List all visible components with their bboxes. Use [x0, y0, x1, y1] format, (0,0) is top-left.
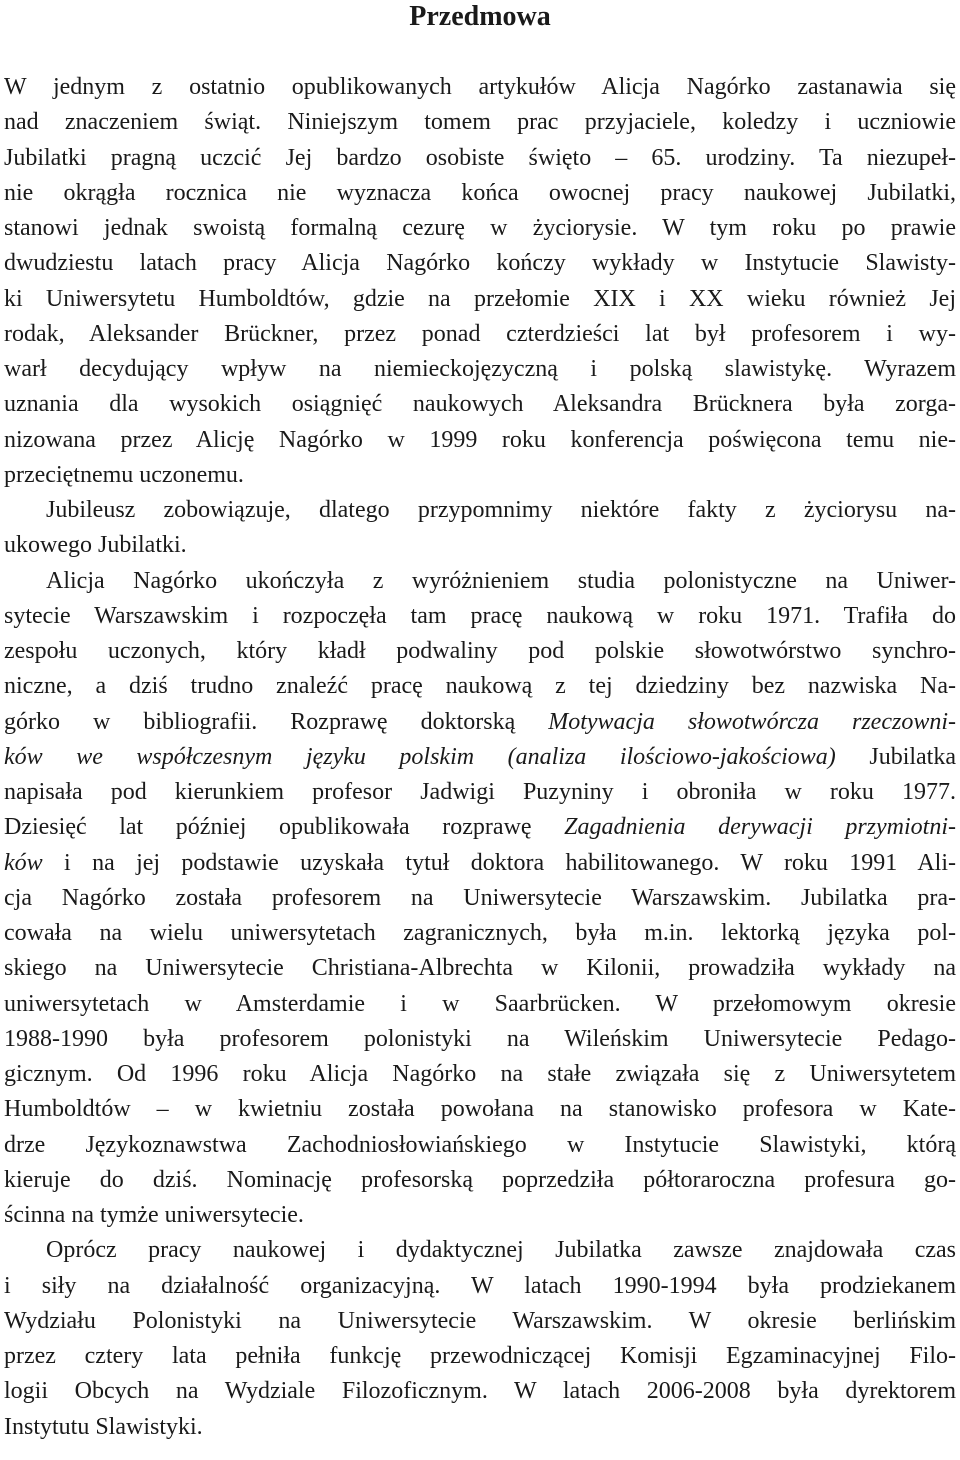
text-line: nad znaczeniem świąt. Niniejszym tomem prac przyjaciele, koledzy i uczniowie	[4, 109, 956, 135]
text-line: dwudziestu latach pracy Alicja Nagórko kończy wykłady w Instytucie Slawisty-	[4, 250, 956, 276]
text-line: Humboldtów – w kwietniu została powołana na stanowisko profesora w Kate-	[4, 1096, 956, 1122]
text-line: ukowego Jubilatki.	[4, 532, 187, 558]
text-line: stanowi jednak swoistą formalną cezurę w życiorysie. W tym roku po prawie	[4, 215, 956, 241]
text-line	[4, 703, 956, 741]
text-line: 1988-1990 była profesorem polonistyki na Wileńskim Uniwersytecie Pedago-	[4, 1026, 956, 1052]
text-line: gicznym. Od 1996 roku Alicja Nagórko na stałe związała się z Uniwersytetem	[4, 1061, 956, 1087]
text-line: nie okrągła rocznica nie wyznacza końca owocnej pracy naukowej Jubilatki,	[4, 180, 956, 206]
text-line: uznania dla wysokich osiągnięć naukowych Aleksandra Brücknera była zorga-	[4, 391, 956, 417]
text-line: i siły na działalność organizacyjną. W latach 1990-1994 była prodziekanem	[4, 1273, 956, 1299]
book-title-italic: Motywacja słowotwórcza rzeczowni-	[548, 709, 956, 735]
text-line: Jubilatki pragną uczcić Jej bardzo osobiste święto – 65. urodziny. Ta niezupeł-	[4, 145, 956, 171]
paragraph-first-line: Jubileusz zobowiązuje, dlatego przypomnimy niektóre fakty z życiorysu na-	[46, 497, 956, 523]
book-title-italic: ków we współczesnym języku polskim (analiza ilościowo-jakościowa)	[4, 744, 836, 770]
text-line: kieruje do dziś. Nominację profesorską poprzedziła półtoraroczna profesura go-	[4, 1167, 956, 1193]
text-line: logii Obcych na Wydziale Filozoficznym. W latach 2006-2008 była dyrektorem	[4, 1378, 956, 1404]
text-line: uniwersytetach w Amsterdamie i w Saarbrücken. W przełomowym okresie	[4, 991, 956, 1017]
text-line: Instytutu Slawistyki.	[4, 1414, 203, 1440]
text-run: i na jej podstawie uzyskała tytuł doktora habilitowanego. W roku 1991 Ali-	[42, 850, 956, 876]
text-line: skiego na Uniwersytecie Christiana-Albrechta w Kilonii, prowadziła wykłady na	[4, 955, 956, 981]
text-line: przez cztery lata pełniła funkcję przewodniczącej Komisji Egzaminacyjnej Filo-	[4, 1343, 956, 1369]
text-line: ki Uniwersytetu Humboldtów, gdzie na przełomie XIX i XX wieku również Jej	[4, 286, 956, 312]
text-run: górko w bibliografii. Rozprawę doktorską	[4, 709, 549, 735]
text-line: rodak, Aleksander Brückner, przez ponad czterdzieści lat był profesorem i wy-	[4, 321, 956, 347]
text-run: Dziesięć lat później opublikowała rozprawę	[4, 814, 565, 840]
text-run: Jubilatka	[835, 744, 956, 770]
text-line: W jednym z ostatnio opublikowanych artykułów Alicja Nagórko zastanawia się	[4, 74, 956, 100]
text-line: cja Nagórko została profesorem na Uniwersytecie Warszawskim. Jubilatka pra-	[4, 885, 956, 911]
text-line: sytecie Warszawskim i rozpoczęła tam pracę naukową w roku 1971. Trafiła do	[4, 603, 956, 629]
text-line	[4, 808, 956, 846]
text-line: przeciętnemu uczonemu.	[4, 462, 244, 488]
text-line: niczne, a dziś trudno znaleźć pracę naukową z tej dziedziny bez nazwiska Na-	[4, 673, 956, 699]
paragraph-first-line: Alicja Nagórko ukończyła z wyróżnieniem studia polonistyczne na Uniwer-	[46, 568, 956, 594]
text-line: zespołu uczonych, który kładł podwaliny pod polskie słowotwórstwo synchro-	[4, 638, 956, 664]
text-line: ścinna na tymże uniwersytecie.	[4, 1202, 304, 1228]
paragraph-first-line: Oprócz pracy naukowej i dydaktycznej Jubilatka zawsze znajdowała czas	[46, 1237, 956, 1263]
page-title: Przedmowa	[409, 1, 551, 32]
text-line: Wydziału Polonistyki na Uniwersytecie Warszawskim. W okresie berlińskim	[4, 1308, 956, 1334]
text-line	[4, 738, 956, 776]
text-line: nizowana przez Alicję Nagórko w 1999 roku konferencja poświęcona temu nie-	[4, 427, 956, 453]
text-line: napisała pod kierunkiem profesor Jadwigi Puzyniny i obroniła w roku 1977.	[4, 779, 956, 805]
book-title-italic: Zagadnienia derywacji przymiotni-	[564, 814, 956, 840]
text-line	[4, 844, 956, 882]
text-line: warł decydujący wpływ na niemieckojęzyczną i polską slawistykę. Wyrazem	[4, 356, 956, 382]
book-title-italic: ków	[4, 850, 43, 876]
text-line: cowała na wielu uniwersytetach zagranicznych, była m.in. lektorką języka pol-	[4, 920, 956, 946]
text-line: drze Językoznawstwa Zachodniosłowiańskiego w Instytucie Slawistyki, którą	[4, 1132, 956, 1158]
